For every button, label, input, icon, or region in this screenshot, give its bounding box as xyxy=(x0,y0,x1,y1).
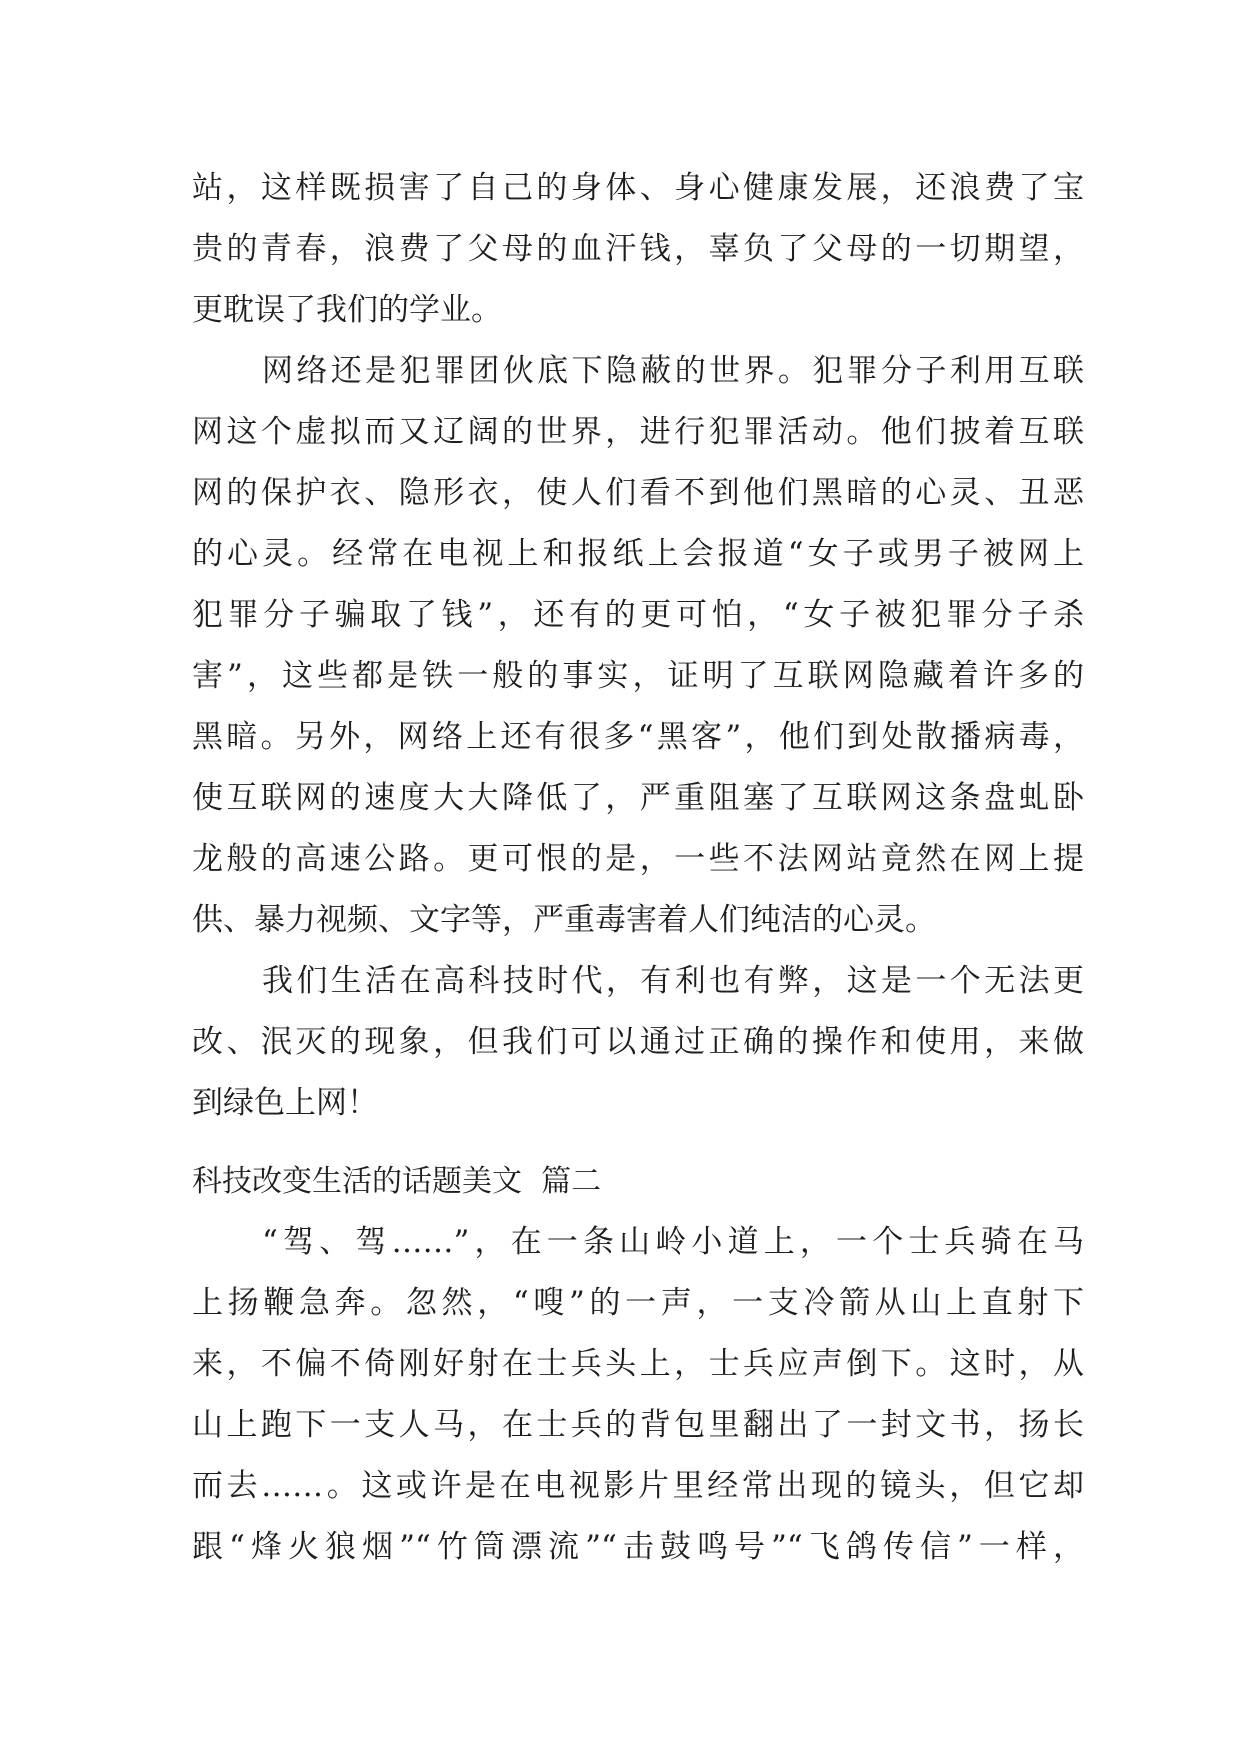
text-line: 上扬鞭急奔。忽然，“嗖”的一声，一支冷箭从山上直射下 xyxy=(192,1285,1084,1321)
text-line: “驾、驾……”，在一条山岭小道上，一个士兵骑在马 xyxy=(262,1224,1084,1260)
text-line: 而去……。这或许是在电视影片里经常出现的镜头，但它却 xyxy=(192,1468,1084,1504)
text-line: 到绿色上网！ xyxy=(192,1085,378,1121)
text-line: 网这个虚拟而又辽阔的世界，进行犯罪活动。他们披着互联 xyxy=(192,414,1084,450)
document-body xyxy=(192,158,1084,1578)
text-line: 网络还是犯罪团伙底下隐蔽的世界。犯罪分子利用互联 xyxy=(262,353,1084,389)
text-line: 来，不偏不倚刚好射在士兵头上，士兵应声倒下。这时，从 xyxy=(192,1346,1084,1382)
text-line: 黑暗。另外，网络上还有很多“黑客”，他们到处散播病毒， xyxy=(192,719,1084,755)
paragraph xyxy=(192,158,1084,341)
text-line: 龙般的高速公路。更可恨的是，一些不法网站竟然在网上提 xyxy=(192,841,1084,877)
text-line: 我们生活在高科技时代，有利也有弊，这是一个无法更 xyxy=(262,963,1084,999)
text-line: 站，这样既损害了自己的身体、身心健康发展，还浪费了宝 xyxy=(192,170,1084,206)
paragraph xyxy=(192,951,1084,1134)
paragraph xyxy=(192,341,1084,951)
text-line: 网的保护衣、隐形衣，使人们看不到他们黑暗的心灵、丑恶 xyxy=(192,475,1084,511)
text-line: 供、暴力视频、文字等，严重毒害着人们纯洁的心灵。 xyxy=(192,902,936,938)
text-line: 改、泯灭的现象，但我们可以通过正确的操作和使用，来做 xyxy=(192,1024,1084,1060)
text-line: 跟“烽火狼烟”“竹筒漂流”“击鼓鸣号”“飞鸽传信”一样， xyxy=(192,1529,1084,1565)
text-line: 害”，这些都是铁一般的事实，证明了互联网隐藏着许多的 xyxy=(192,658,1084,694)
text-line: 使互联网的速度大大降低了，严重阻塞了互联网这条盘虬卧 xyxy=(192,780,1084,816)
text-line: 贵的青春，浪费了父母的血汗钱，辜负了父母的一切期望， xyxy=(192,231,1084,267)
text-line: 山上跑下一支人马，在士兵的背包里翻出了一封文书，扬长 xyxy=(192,1407,1084,1443)
section-heading: 科技改变生活的话题美文 篇二 xyxy=(192,1164,602,1199)
text-line: 犯罪分子骗取了钱”，还有的更可怕，“女子被犯罪分子杀 xyxy=(192,597,1084,633)
text-line: 的心灵。经常在电视上和报纸上会报道“女子或男子被网上 xyxy=(192,536,1084,572)
text-line: 更耽误了我们的学业。 xyxy=(192,292,502,328)
paragraph xyxy=(192,1212,1084,1578)
